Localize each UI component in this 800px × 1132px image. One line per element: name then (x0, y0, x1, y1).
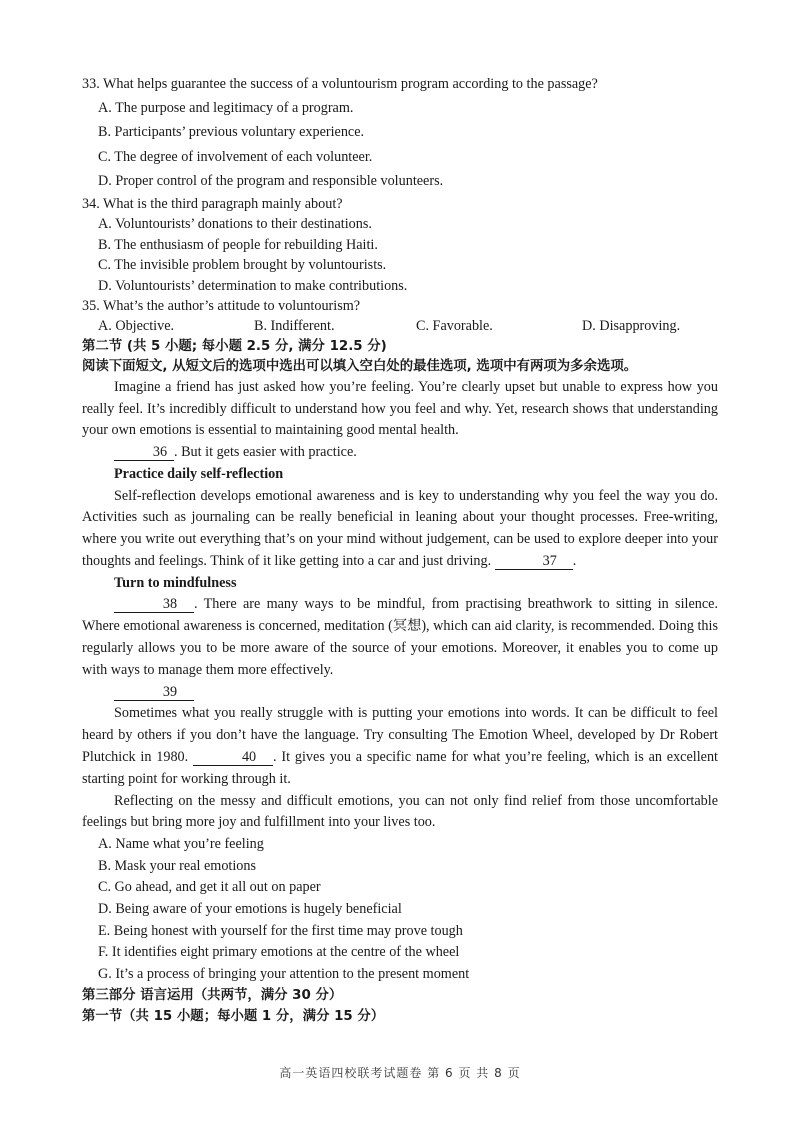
choice-c: C. Go ahead, and get it all out on paper (98, 879, 321, 896)
q34-stem: 34. What is the third paragraph mainly about? (82, 195, 343, 212)
q34-option-b: B. The enthusiasm of people for rebuilding Haiti. (98, 236, 378, 253)
subheading-mindfulness: Turn to mindfulness (114, 574, 237, 591)
section2-instruction: 阅读下面短文, 从短文后的选项中选出可以填入空白处的最佳选项, 选项中有两项为多余选项。 (82, 358, 638, 374)
q35-options (82, 316, 718, 336)
p5-text-b: . It gives you a specific name for what you’re feeling, which is an excellent starting point for working through it. (82, 748, 718, 787)
p5-text-a: Sometimes what you really struggle with is putting your emotions into words. It can be difficult to feel heard by others if you don’t have the language. Try consulting The Emotion Wheel, developed by Dr Robert Plutchick in 1980. (82, 705, 718, 765)
part3-heading: 第三部分 语言运用（共两节，满分 30 分） (82, 988, 343, 1004)
choice-b: B. Mask your real emotions (98, 857, 257, 874)
q34-option-a: A. Voluntourists’ donations to their destinations. (98, 216, 372, 233)
q35-option-b: B. Indifferent. (254, 318, 335, 335)
q33-option-d: D. Proper control of the program and responsible volunteers. (98, 173, 444, 190)
blank-36: 36 (114, 444, 174, 461)
blank-38: 38 (114, 596, 194, 613)
choice-a: A. Name what you’re feeling (98, 836, 264, 853)
p3-end: . (572, 552, 577, 569)
q34-option-c: C. The invisible problem brought by voluntourists. (98, 257, 387, 274)
passage-paragraph-5 (82, 703, 718, 790)
blank-40: 40 (193, 749, 273, 766)
q33-option-b: B. Participants’ previous voluntary experience. (98, 124, 365, 141)
q33-stem: 33. What helps guarantee the success of a voluntourism program according to the passage? (82, 76, 598, 92)
page-footer: 高一英语四校联考试题卷 第 6 页 共 8 页 (279, 1066, 521, 1080)
passage-paragraph-6: Reflecting on the messy and difficult emotions, you can not only find relief from those uncomfortable feelings but bring more joy and fulfillment into your lives too. (82, 792, 718, 831)
choice-d: D. Being aware of your emotions is hugely beneficial (98, 900, 402, 917)
q33-option-a: A. The purpose and legitimacy of a program. (98, 99, 354, 116)
exam-page (82, 74, 718, 1027)
passage-paragraph-1: Imagine a friend has just asked how you’re feeling. You’re clearly upset but unable to express how you really feel. It’s incredibly difficult to understand how you feel and why. Yet, research shows that understanding your own emotions is essential to maintaining good mental health. (82, 378, 718, 439)
p3-text: Self-reflection develops emotional awareness and is key to understanding why you feel the way you do. Activities such as journaling can be really beneficial in leaning about your thought processes. Free-writing, where you write out everything that’s on your mind without judgement, can be used to explore deeper into your thoughts and feelings. Think of it like getting into a car and just driving. (82, 487, 718, 569)
q33-option-c: C. The degree of involvement of each volunteer. (98, 148, 373, 165)
q35-option-d: D. Disapproving. (582, 318, 681, 335)
choice-g: G. It’s a process of bringing your attention to the present moment (98, 965, 470, 982)
q35-stem: 35. What’s the author’s attitude to voluntourism? (82, 298, 361, 314)
part3-section1-heading: 第一节（共 15 小题；每小题 1 分，满分 15 分） (82, 1009, 385, 1025)
q35-option-c: C. Favorable. (416, 318, 493, 335)
q34-option-d: D. Voluntourists’ determination to make contributions. (98, 277, 408, 294)
choice-f: F. It identifies eight primary emotions at the centre of the wheel (98, 944, 460, 961)
p4-text: . There are many ways to be mindful, from practising breathwork to sitting in silence. Where emotional awareness is concerned, meditation (冥想), which can aid clarity, is recommended. Doing this regularly allows you to be more aware of the source of your emotions. Moreover, it enables you to come up with ways to manage them more effectively. (82, 596, 718, 678)
passage-paragraph-2 (82, 442, 718, 464)
blank-37: 37 (495, 553, 573, 570)
passage-paragraph-4 (82, 594, 718, 681)
passage-paragraph-3 (82, 486, 718, 573)
section2-heading: 第二节 (共 5 小题; 每小题 2.5 分, 满分 12.5 分) (82, 338, 387, 354)
passage-heading-39 (82, 682, 718, 704)
q35-option-a: A. Objective. (98, 318, 175, 335)
blank-39: 39 (114, 684, 194, 701)
choice-e: E. Being honest with yourself for the first time may prove tough (98, 922, 463, 939)
subheading-self-reflection: Practice daily self-reflection (114, 466, 284, 482)
p2-text: . But it gets easier with practice. (174, 444, 357, 461)
